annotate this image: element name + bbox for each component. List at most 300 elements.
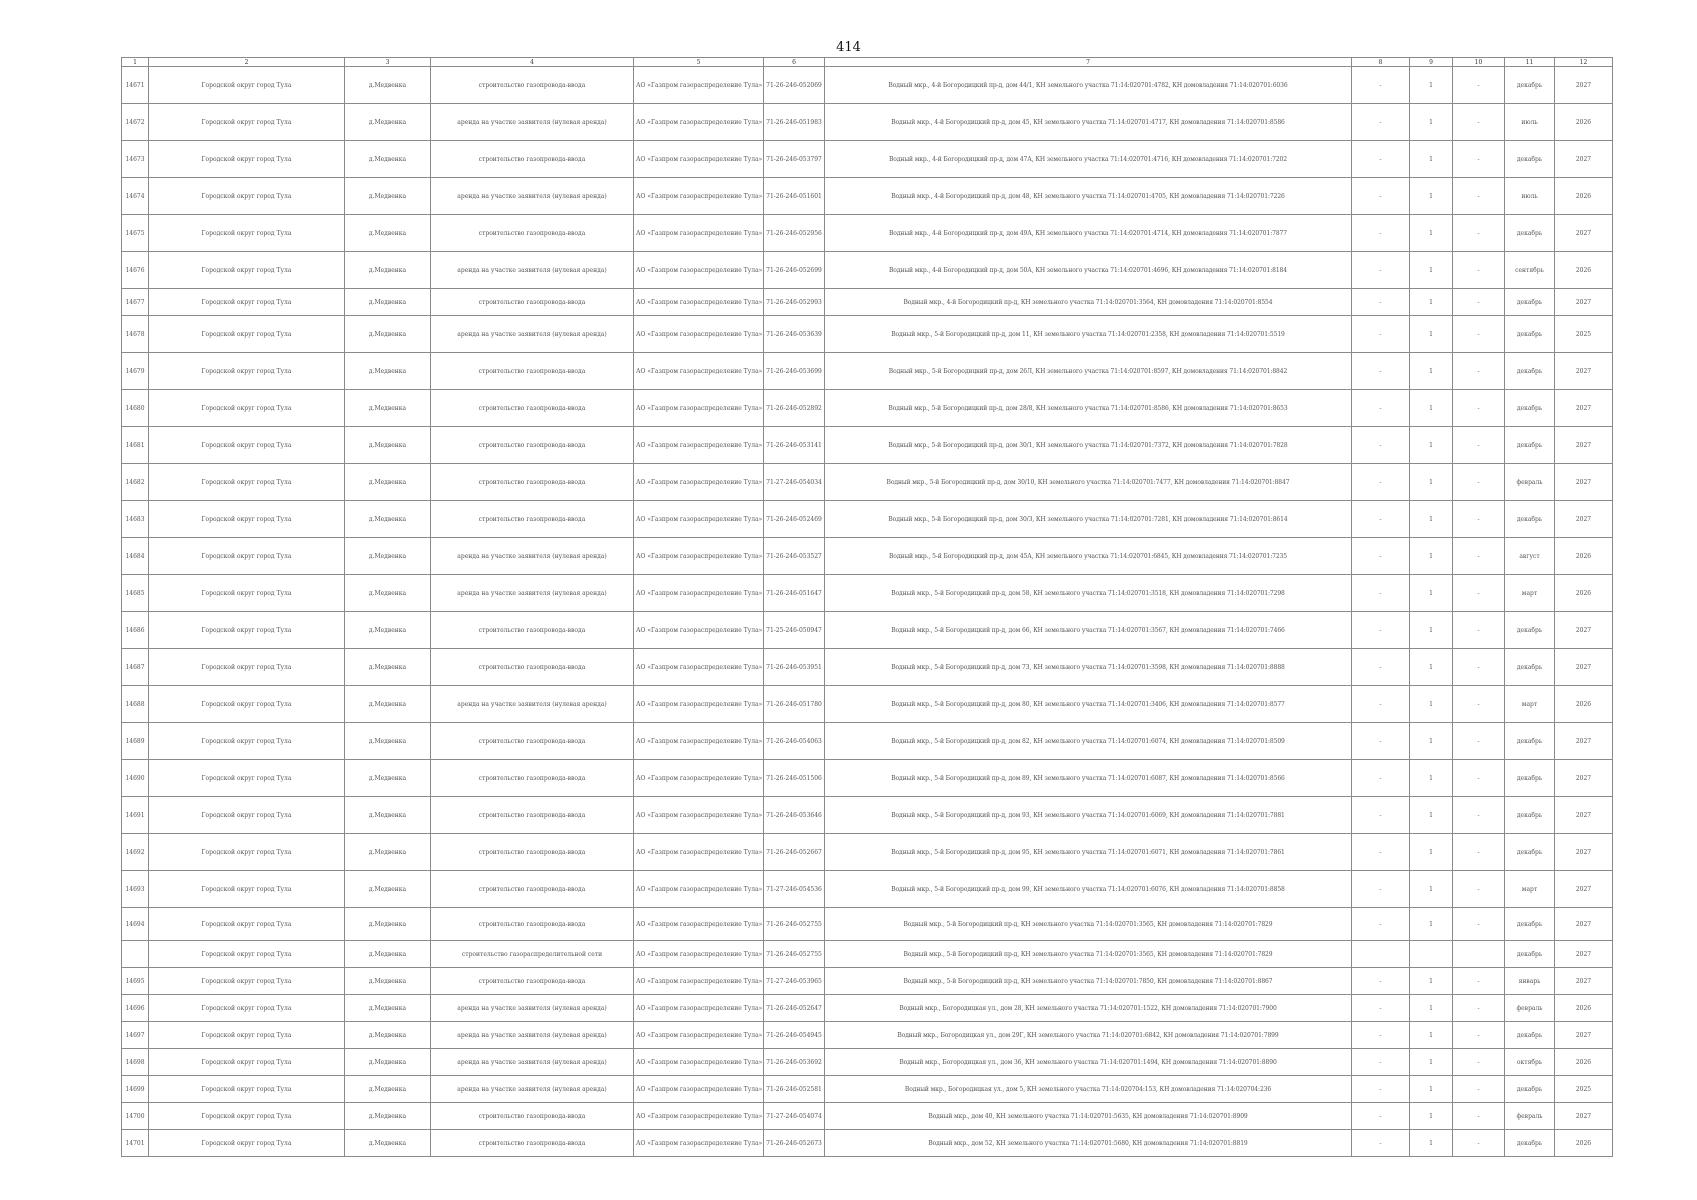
page-number: 414 <box>836 40 861 55</box>
organization-cell: АО «Газпром газораспределение Тула» <box>634 575 764 612</box>
month-cell: февраль <box>1505 1103 1555 1130</box>
locality-cell: д.Медвенка <box>345 67 431 104</box>
col8-cell: - <box>1352 612 1410 649</box>
address-cell: Водный мкр., 5-й Богородицкий пр-д, дом 82, КН земельного участка 71:14:020701:6074, КН домовладения 71:14:020701:8509 <box>825 723 1352 760</box>
month-cell: декабрь <box>1505 797 1555 834</box>
row-number-cell: 14676 <box>122 252 149 289</box>
address-cell: Водный мкр., 5-й Богородицкий пр-д, дом 30/3, КН земельного участка 71:14:020701:7281, КН домовладения 71:14:020701:8614 <box>825 501 1352 538</box>
organization-cell: АО «Газпром газораспределение Тула» <box>634 723 764 760</box>
organization-cell: АО «Газпром газораспределение Тула» <box>634 390 764 427</box>
table-row <box>122 649 1613 686</box>
locality-cell: д.Медвенка <box>345 353 431 390</box>
col10-cell: - <box>1453 1103 1505 1130</box>
application-code-cell: 71-27-246-054074 <box>764 1103 825 1130</box>
table-row <box>122 67 1613 104</box>
year-cell: 2026 <box>1555 1130 1613 1157</box>
row-number-cell <box>122 941 149 968</box>
work-type-cell: аренда на участке заявителя (нулевая аренда) <box>431 1076 634 1103</box>
district-cell: Городской округ город Тула <box>149 908 345 941</box>
organization-cell: АО «Газпром газораспределение Тула» <box>634 941 764 968</box>
month-cell: декабрь <box>1505 501 1555 538</box>
locality-cell: д.Медвенка <box>345 104 431 141</box>
work-type-cell: строительство газопровода-ввода <box>431 649 634 686</box>
quantity-cell: 1 <box>1410 1049 1453 1076</box>
month-cell: декабрь <box>1505 427 1555 464</box>
district-cell: Городской округ город Тула <box>149 390 345 427</box>
work-type-cell: строительство газопровода-ввода <box>431 67 634 104</box>
locality-cell: д.Медвенка <box>345 968 431 995</box>
col8-cell: - <box>1352 289 1410 316</box>
address-cell: Водный мкр., 4-й Богородицкий пр-д, дом 45, КН земельного участка 71:14:020701:4717, КН домовладения 71:14:020701:8586 <box>825 104 1352 141</box>
work-type-cell: строительство газопровода-ввода <box>431 723 634 760</box>
year-cell: 2027 <box>1555 834 1613 871</box>
col8-cell: - <box>1352 215 1410 252</box>
district-cell: Городской округ город Тула <box>149 1130 345 1157</box>
quantity-cell: 1 <box>1410 289 1453 316</box>
col8-cell: - <box>1352 1049 1410 1076</box>
year-cell: 2026 <box>1555 995 1613 1022</box>
table-row <box>122 501 1613 538</box>
table-row <box>122 612 1613 649</box>
organization-cell: АО «Газпром газораспределение Тула» <box>634 67 764 104</box>
address-cell: Водный мкр., Богородицкая ул., дом 5, КН земельного участка 71:14:020704:153, КН домовладения 71:14:020704:236 <box>825 1076 1352 1103</box>
application-code-cell: 71-26-246-052673 <box>764 1130 825 1157</box>
address-cell: Водный мкр., 5-й Богородицкий пр-д, дом 30/1, КН земельного участка 71:14:020701:7372, КН домовладения 71:14:020701:7828 <box>825 427 1352 464</box>
locality-cell: д.Медвенка <box>345 760 431 797</box>
month-cell: декабрь <box>1505 1130 1555 1157</box>
month-cell: март <box>1505 575 1555 612</box>
col10-cell: - <box>1453 178 1505 215</box>
locality-cell: д.Медвенка <box>345 1076 431 1103</box>
application-code-cell: 71-27-246-054034 <box>764 464 825 501</box>
column-header: 10 <box>1453 58 1505 67</box>
work-type-cell: аренда на участке заявителя (нулевая аренда) <box>431 686 634 723</box>
application-code-cell: 71-26-246-054063 <box>764 723 825 760</box>
col10-cell: - <box>1453 612 1505 649</box>
quantity-cell: 1 <box>1410 995 1453 1022</box>
column-header: 7 <box>825 58 1352 67</box>
year-cell: 2027 <box>1555 464 1613 501</box>
organization-cell: АО «Газпром газораспределение Тула» <box>634 1103 764 1130</box>
organization-cell: АО «Газпром газораспределение Тула» <box>634 1049 764 1076</box>
table-row <box>122 464 1613 501</box>
col10-cell: - <box>1453 252 1505 289</box>
row-number-cell: 14700 <box>122 1103 149 1130</box>
table-row <box>122 289 1613 316</box>
district-cell: Городской округ город Тула <box>149 834 345 871</box>
table-row <box>122 538 1613 575</box>
table-row <box>122 686 1613 723</box>
application-code-cell: 71-26-246-052892 <box>764 390 825 427</box>
quantity-cell: 1 <box>1410 252 1453 289</box>
col8-cell: - <box>1352 834 1410 871</box>
col10-cell: - <box>1453 686 1505 723</box>
locality-cell: д.Медвенка <box>345 908 431 941</box>
district-cell: Городской округ город Тула <box>149 67 345 104</box>
locality-cell: д.Медвенка <box>345 501 431 538</box>
row-number-cell: 14681 <box>122 427 149 464</box>
work-type-cell: аренда на участке заявителя (нулевая аренда) <box>431 104 634 141</box>
application-code-cell: 71-26-246-052993 <box>764 289 825 316</box>
district-cell: Городской округ город Тула <box>149 649 345 686</box>
work-type-cell: аренда на участке заявителя (нулевая аренда) <box>431 252 634 289</box>
work-type-cell: строительство газопровода-ввода <box>431 797 634 834</box>
col8-cell: - <box>1352 649 1410 686</box>
quantity-cell: 1 <box>1410 723 1453 760</box>
year-cell: 2027 <box>1555 427 1613 464</box>
district-cell: Городской округ город Тула <box>149 104 345 141</box>
application-code-cell: 71-26-246-052755 <box>764 908 825 941</box>
organization-cell: АО «Газпром газораспределение Тула» <box>634 141 764 178</box>
row-number-cell: 14680 <box>122 390 149 427</box>
year-cell: 2027 <box>1555 968 1613 995</box>
quantity-cell: 1 <box>1410 215 1453 252</box>
district-cell: Городской округ город Тула <box>149 464 345 501</box>
col10-cell: - <box>1453 1130 1505 1157</box>
address-cell: Водный мкр., 5-й Богородицкий пр-д, дом 73, КН земельного участка 71:14:020701:3598, КН домовладения 71:14:020701:8888 <box>825 649 1352 686</box>
year-cell: 2026 <box>1555 104 1613 141</box>
col8-cell: - <box>1352 464 1410 501</box>
month-cell: март <box>1505 871 1555 908</box>
quantity-cell: 1 <box>1410 871 1453 908</box>
col10-cell: - <box>1453 427 1505 464</box>
quantity-cell: 1 <box>1410 316 1453 353</box>
row-number-cell: 14682 <box>122 464 149 501</box>
table-row <box>122 1049 1613 1076</box>
district-cell: Городской округ город Тула <box>149 316 345 353</box>
application-code-cell: 71-26-246-052667 <box>764 834 825 871</box>
month-cell: декабрь <box>1505 289 1555 316</box>
address-cell: Водный мкр., Богородицкая ул., дом 29Г, КН земельного участка 71:14:020701:6842, КН домовладения 71:14:020701:7899 <box>825 1022 1352 1049</box>
work-type-cell: аренда на участке заявителя (нулевая аренда) <box>431 178 634 215</box>
district-cell: Городской округ город Тула <box>149 968 345 995</box>
table-row <box>122 252 1613 289</box>
organization-cell: АО «Газпром газораспределение Тула» <box>634 104 764 141</box>
locality-cell: д.Медвенка <box>345 797 431 834</box>
col10-cell: - <box>1453 501 1505 538</box>
col8-cell: - <box>1352 538 1410 575</box>
work-type-cell: строительство газораспределительной сети <box>431 941 634 968</box>
month-cell: август <box>1505 538 1555 575</box>
work-type-cell: аренда на участке заявителя (нулевая аренда) <box>431 1022 634 1049</box>
organization-cell: АО «Газпром газораспределение Тула» <box>634 1022 764 1049</box>
address-cell: Водный мкр., 5-й Богородицкий пр-д, КН земельного участка 71:14:020701:7850, КН домовладения 71:14:020701:8867 <box>825 968 1352 995</box>
year-cell: 2027 <box>1555 649 1613 686</box>
organization-cell: АО «Газпром газораспределение Тула» <box>634 289 764 316</box>
year-cell: 2027 <box>1555 141 1613 178</box>
work-type-cell: строительство газопровода-ввода <box>431 834 634 871</box>
month-cell: декабрь <box>1505 141 1555 178</box>
column-header: 6 <box>764 58 825 67</box>
col8-cell <box>1352 941 1410 968</box>
work-type-cell: аренда на участке заявителя (нулевая аренда) <box>431 1049 634 1076</box>
table-row <box>122 995 1613 1022</box>
locality-cell: д.Медвенка <box>345 1103 431 1130</box>
year-cell: 2026 <box>1555 252 1613 289</box>
locality-cell: д.Медвенка <box>345 649 431 686</box>
year-cell: 2027 <box>1555 501 1613 538</box>
organization-cell: АО «Газпром газораспределение Тула» <box>634 968 764 995</box>
row-number-cell: 14674 <box>122 178 149 215</box>
quantity-cell: 1 <box>1410 67 1453 104</box>
locality-cell: д.Медвенка <box>345 141 431 178</box>
district-cell: Городской округ город Тула <box>149 760 345 797</box>
month-cell: декабрь <box>1505 723 1555 760</box>
col8-cell: - <box>1352 427 1410 464</box>
table-row <box>122 390 1613 427</box>
year-cell: 2027 <box>1555 797 1613 834</box>
month-cell: декабрь <box>1505 1076 1555 1103</box>
work-type-cell: строительство газопровода-ввода <box>431 289 634 316</box>
quantity-cell: 1 <box>1410 390 1453 427</box>
col8-cell: - <box>1352 316 1410 353</box>
application-code-cell: 71-27-246-053965 <box>764 968 825 995</box>
col10-cell: - <box>1453 353 1505 390</box>
work-type-cell: аренда на участке заявителя (нулевая аренда) <box>431 575 634 612</box>
locality-cell: д.Медвенка <box>345 390 431 427</box>
locality-cell: д.Медвенка <box>345 575 431 612</box>
col8-cell: - <box>1352 1022 1410 1049</box>
gas-connection-table <box>121 57 1613 1157</box>
column-header: 5 <box>634 58 764 67</box>
table-row <box>122 1130 1613 1157</box>
work-type-cell: строительство газопровода-ввода <box>431 353 634 390</box>
address-cell: Водный мкр., 5-й Богородицкий пр-д, дом 30/10, КН земельного участка 71:14:020701:7477, КН домовладения 71:14:020701:8847 <box>825 464 1352 501</box>
year-cell: 2027 <box>1555 908 1613 941</box>
year-cell: 2026 <box>1555 178 1613 215</box>
quantity-cell: 1 <box>1410 104 1453 141</box>
address-cell: Водный мкр., 4-й Богородицкий пр-д, дом 49А, КН земельного участка 71:14:020701:4714, КН домовладения 71:14:020701:7877 <box>825 215 1352 252</box>
col10-cell: - <box>1453 908 1505 941</box>
application-code-cell: 71-26-246-054945 <box>764 1022 825 1049</box>
application-code-cell: 71-26-246-052699 <box>764 252 825 289</box>
row-number-cell: 14684 <box>122 538 149 575</box>
col10-cell: - <box>1453 104 1505 141</box>
col8-cell: - <box>1352 1076 1410 1103</box>
quantity-cell: 1 <box>1410 141 1453 178</box>
month-cell: сентябрь <box>1505 252 1555 289</box>
locality-cell: д.Медвенка <box>345 995 431 1022</box>
year-cell: 2027 <box>1555 353 1613 390</box>
quantity-cell: 1 <box>1410 575 1453 612</box>
row-number-cell: 14671 <box>122 67 149 104</box>
col10-cell: - <box>1453 797 1505 834</box>
year-cell: 2027 <box>1555 67 1613 104</box>
col10-cell: - <box>1453 995 1505 1022</box>
organization-cell: АО «Газпром газораспределение Тула» <box>634 871 764 908</box>
quantity-cell: 1 <box>1410 501 1453 538</box>
table-row <box>122 797 1613 834</box>
district-cell: Городской округ город Тула <box>149 289 345 316</box>
address-cell: Водный мкр., 5-й Богородицкий пр-д, дом 28/8, КН земельного участка 71:14:020701:8586, КН домовладения 71:14:020701:8653 <box>825 390 1352 427</box>
month-cell: июль <box>1505 178 1555 215</box>
column-header: 8 <box>1352 58 1410 67</box>
work-type-cell: аренда на участке заявителя (нулевая аренда) <box>431 995 634 1022</box>
address-cell: Водный мкр., 5-й Богородицкий пр-д, дом 26Л, КН земельного участка 71:14:020701:8597, КН домовладения 71:14:020701:8842 <box>825 353 1352 390</box>
work-type-cell: строительство газопровода-ввода <box>431 871 634 908</box>
quantity-cell: 1 <box>1410 353 1453 390</box>
month-cell: октябрь <box>1505 1049 1555 1076</box>
row-number-cell: 14698 <box>122 1049 149 1076</box>
table-row <box>122 723 1613 760</box>
address-cell: Водный мкр., 5-й Богородицкий пр-д, дом 11, КН земельного участка 71:14:020701:2358, КН домовладения 71:14:020701:5519 <box>825 316 1352 353</box>
month-cell: февраль <box>1505 995 1555 1022</box>
address-cell: Водный мкр., 5-й Богородицкий пр-д, дом 45А, КН земельного участка 71:14:020701:6845, КН домовладения 71:14:020701:7235 <box>825 538 1352 575</box>
work-type-cell: аренда на участке заявителя (нулевая аренда) <box>431 538 634 575</box>
address-cell: Водный мкр., 5-й Богородицкий пр-д, КН земельного участка 71:14:020701:3565, КН домовладения 71:14:020701:7829 <box>825 941 1352 968</box>
district-cell: Городской округ город Тула <box>149 353 345 390</box>
application-code-cell: 71-26-246-052469 <box>764 501 825 538</box>
locality-cell: д.Медвенка <box>345 1022 431 1049</box>
col10-cell: - <box>1453 871 1505 908</box>
month-cell: март <box>1505 686 1555 723</box>
organization-cell: АО «Газпром газораспределение Тула» <box>634 834 764 871</box>
column-header: 2 <box>149 58 345 67</box>
month-cell: декабрь <box>1505 649 1555 686</box>
quantity-cell: 1 <box>1410 612 1453 649</box>
quantity-cell: 1 <box>1410 1022 1453 1049</box>
work-type-cell: строительство газопровода-ввода <box>431 427 634 464</box>
organization-cell: АО «Газпром газораспределение Тула» <box>634 760 764 797</box>
col8-cell: - <box>1352 995 1410 1022</box>
table-row <box>122 1076 1613 1103</box>
address-cell: Водный мкр., 5-й Богородицкий пр-д, дом 66, КН земельного участка 71:14:020701:3567, КН домовладения 71:14:020701:7466 <box>825 612 1352 649</box>
col8-cell: - <box>1352 908 1410 941</box>
application-code-cell: 71-26-246-053639 <box>764 316 825 353</box>
year-cell: 2026 <box>1555 686 1613 723</box>
application-code-cell: 71-26-246-051601 <box>764 178 825 215</box>
work-type-cell: строительство газопровода-ввода <box>431 1103 634 1130</box>
application-code-cell: 71-26-246-051780 <box>764 686 825 723</box>
quantity-cell: 1 <box>1410 178 1453 215</box>
work-type-cell: строительство газопровода-ввода <box>431 215 634 252</box>
locality-cell: д.Медвенка <box>345 538 431 575</box>
quantity-cell: 1 <box>1410 464 1453 501</box>
col8-cell: - <box>1352 968 1410 995</box>
year-cell: 2027 <box>1555 760 1613 797</box>
organization-cell: АО «Газпром газораспределение Тула» <box>634 501 764 538</box>
col10-cell: - <box>1453 316 1505 353</box>
table-row <box>122 353 1613 390</box>
row-number-cell: 14672 <box>122 104 149 141</box>
locality-cell: д.Медвенка <box>345 1130 431 1157</box>
district-cell: Городской округ город Тула <box>149 941 345 968</box>
column-header: 1 <box>122 58 149 67</box>
table-row <box>122 871 1613 908</box>
organization-cell: АО «Газпром газораспределение Тула» <box>634 649 764 686</box>
organization-cell: АО «Газпром газораспределение Тула» <box>634 538 764 575</box>
row-number-cell: 14686 <box>122 612 149 649</box>
row-number-cell: 14688 <box>122 686 149 723</box>
quantity-cell: 1 <box>1410 1076 1453 1103</box>
col8-cell: - <box>1352 501 1410 538</box>
col8-cell: - <box>1352 104 1410 141</box>
quantity-cell <box>1410 941 1453 968</box>
organization-cell: АО «Газпром газораспределение Тула» <box>634 1076 764 1103</box>
district-cell: Городской округ город Тула <box>149 871 345 908</box>
locality-cell: д.Медвенка <box>345 612 431 649</box>
column-header: 9 <box>1410 58 1453 67</box>
col8-cell: - <box>1352 178 1410 215</box>
col10-cell: - <box>1453 1076 1505 1103</box>
application-code-cell: 71-26-246-053527 <box>764 538 825 575</box>
col10-cell: - <box>1453 1022 1505 1049</box>
col8-cell: - <box>1352 390 1410 427</box>
col10-cell: - <box>1453 141 1505 178</box>
address-cell: Водный мкр., 4-й Богородицкий пр-д, дом 47А, КН земельного участка 71:14:020701:4716, КН домовладения 71:14:020701:7202 <box>825 141 1352 178</box>
application-code-cell: 71-26-246-053141 <box>764 427 825 464</box>
table-row <box>122 908 1613 941</box>
column-header: 4 <box>431 58 634 67</box>
organization-cell: АО «Газпром газораспределение Тула» <box>634 316 764 353</box>
year-cell: 2026 <box>1555 538 1613 575</box>
row-number-cell: 14679 <box>122 353 149 390</box>
organization-cell: АО «Газпром газораспределение Тула» <box>634 178 764 215</box>
work-type-cell: строительство газопровода-ввода <box>431 612 634 649</box>
district-cell: Городской округ город Тула <box>149 995 345 1022</box>
row-number-cell: 14687 <box>122 649 149 686</box>
organization-cell: АО «Газпром газораспределение Тула» <box>634 252 764 289</box>
table-row <box>122 427 1613 464</box>
address-cell: Водный мкр., дом 52, КН земельного участка 71:14:020701:5680, КН домовладения 71:14:020701:8819 <box>825 1130 1352 1157</box>
quantity-cell: 1 <box>1410 538 1453 575</box>
col8-cell: - <box>1352 252 1410 289</box>
row-number-cell: 14696 <box>122 995 149 1022</box>
address-cell: Водный мкр., 5-й Богородицкий пр-д, дом 99, КН земельного участка 71:14:020701:6076, КН домовладения 71:14:020701:8858 <box>825 871 1352 908</box>
district-cell: Городской округ город Тула <box>149 1076 345 1103</box>
table-row <box>122 316 1613 353</box>
locality-cell: д.Медвенка <box>345 686 431 723</box>
col10-cell: - <box>1453 1049 1505 1076</box>
application-code-cell: 71-26-246-053699 <box>764 353 825 390</box>
month-cell: декабрь <box>1505 316 1555 353</box>
quantity-cell: 1 <box>1410 968 1453 995</box>
application-code-cell: 71-26-246-053797 <box>764 141 825 178</box>
organization-cell: АО «Газпром газораспределение Тула» <box>634 215 764 252</box>
quantity-cell: 1 <box>1410 427 1453 464</box>
month-cell: декабрь <box>1505 834 1555 871</box>
col10-cell: - <box>1453 834 1505 871</box>
year-cell: 2026 <box>1555 1049 1613 1076</box>
row-number-cell: 14690 <box>122 760 149 797</box>
col8-cell: - <box>1352 1103 1410 1130</box>
year-cell: 2027 <box>1555 1022 1613 1049</box>
work-type-cell: строительство газопровода-ввода <box>431 501 634 538</box>
address-cell: Водный мкр., 5-й Богородицкий пр-д, дом 93, КН земельного участка 71:14:020701:6069, КН домовладения 71:14:020701:7881 <box>825 797 1352 834</box>
row-number-cell: 14699 <box>122 1076 149 1103</box>
address-cell: Водный мкр., 5-й Богородицкий пр-д, дом 89, КН земельного участка 71:14:020701:6087, КН домовладения 71:14:020701:8566 <box>825 760 1352 797</box>
address-cell: Водный мкр., дом 40, КН земельного участка 71:14:020701:5635, КН домовладения 71:14:020701:8909 <box>825 1103 1352 1130</box>
col10-cell: - <box>1453 538 1505 575</box>
organization-cell: АО «Газпром газораспределение Тула» <box>634 612 764 649</box>
year-cell: 2025 <box>1555 1076 1613 1103</box>
district-cell: Городской округ город Тула <box>149 538 345 575</box>
row-number-cell: 14697 <box>122 1022 149 1049</box>
column-number-row <box>122 58 1613 67</box>
district-cell: Городской округ город Тула <box>149 252 345 289</box>
month-cell: декабрь <box>1505 67 1555 104</box>
col8-cell: - <box>1352 1130 1410 1157</box>
row-number-cell: 14692 <box>122 834 149 871</box>
year-cell: 2027 <box>1555 215 1613 252</box>
col10-cell: - <box>1453 464 1505 501</box>
column-header: 12 <box>1555 58 1613 67</box>
district-cell: Городской округ город Тула <box>149 797 345 834</box>
table-row <box>122 178 1613 215</box>
month-cell: декабрь <box>1505 215 1555 252</box>
table-row <box>122 760 1613 797</box>
year-cell: 2026 <box>1555 575 1613 612</box>
